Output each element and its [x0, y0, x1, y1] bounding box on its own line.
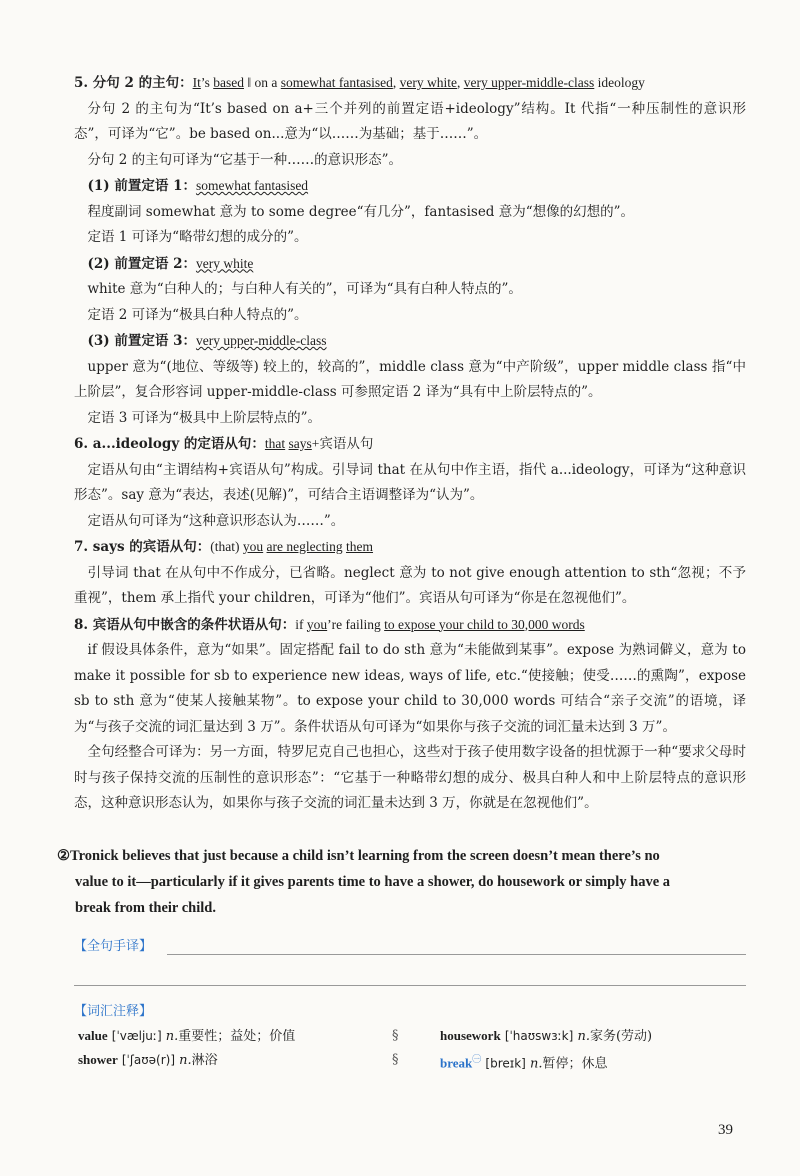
- paragraph: if 假设具体条件，意为“如果”。固定搭配 fail to do sth 意为“未能做到某事”。expose 为熟词僻义，意为 to make it possible for sb to experience new ideas, ways of life, etc.“使接触；使受……的熏陶”，expose sb to sth 意为“使某人接触某物”。to expose your child to 30,000 words 可结合“亲子交流”的语境，译为“与孩子交流的词汇量达到 3 万”。条件状语从句可译为“如果你与孩子交流的词汇量未达到 3 万”。: [74, 642, 746, 735]
- key-word-badge-icon: ㊀: [472, 1055, 482, 1065]
- vocab-label: 【词汇注释】: [74, 1004, 153, 1019]
- separator-icon: §: [392, 1052, 399, 1067]
- subheading-3: (3) 前置定语 3：very upper-middle-class: [87, 333, 327, 349]
- translation-area: [74, 935, 746, 963]
- vocab-notes: [74, 1000, 746, 1072]
- heading-7: 7. says 的宾语从句：(that) you are neglecting them: [74, 539, 374, 555]
- analysis-section: [74, 70, 746, 817]
- example-5: It’s based ‖ on a somewhat fantasised, very white, very upper-middle-class ideology: [192, 75, 645, 90]
- heading-6: 6. a...ideology 的定语从句：that says+宾语从句: [74, 436, 374, 452]
- example-6: that says+宾语从句: [264, 436, 374, 451]
- paragraph: 全句经整合可译为：另一方面，特罗尼克自己也担心，这些对于孩子使用数字设备的担忧源于一种“要求父母时时与孩子保持交流的压制性的意识形态”：“它基于一种略带幻想的成分、极具白种人和中上阶层特点的意识形态，这种意识形态认为，如果你与孩子交流的词汇量未达到 3 万，你就是在忽视他们”。: [74, 744, 746, 811]
- paragraph: 分句 2 的主句可译为“它基于一种……的意识形态”。: [87, 151, 402, 168]
- subheading-1: (1) 前置定语 1：somewhat fantasised: [87, 178, 309, 194]
- translation-label: 【全句手译】: [74, 939, 153, 954]
- writing-line[interactable]: [167, 954, 746, 955]
- paragraph: 定语 2 可译为“极具白种人特点的”。: [87, 306, 308, 323]
- separator-icon: §: [392, 1028, 399, 1043]
- vocab-entry: housework [ˈhaʊswɜːk] n.家务(劳动): [440, 1028, 653, 1044]
- vocab-entry: shower [ˈʃaʊə(r)] n.淋浴: [78, 1052, 218, 1068]
- vocab-row: [74, 1024, 746, 1048]
- sentence-line: break from their child.: [75, 900, 216, 916]
- writing-line[interactable]: [74, 985, 746, 986]
- paragraph: 定语从句可译为“这种意识形态认为……”。: [87, 512, 345, 529]
- vocab-row: [74, 1048, 746, 1072]
- paragraph: 程度副词 somewhat 意为 to some degree“有几分”，fantasised 意为“想像的幻想的”。: [87, 203, 635, 220]
- vocab-entry: break$^㊀$ [breɪk] n.暂停；休息: [440, 1055, 608, 1072]
- sentence-line: value to it—particularly if it gives parents time to have a shower, do housework or simply have a: [75, 874, 671, 890]
- subheading-2: (2) 前置定语 2：very white: [87, 255, 254, 272]
- paragraph: white 意为“白种人的；与白种人有关的”，可译为“具有白种人特点的”。: [87, 281, 522, 297]
- paragraph: upper 意为“(地位、等级等) 较上的，较高的”，middle class 意为“中产阶级”，upper middle class 指“中上阶层”，复合形容词 upper-middle-class 可参照定语 2 译为“具有中上阶层特点的”。: [74, 358, 746, 400]
- example-7: (that) you are neglecting them: [210, 539, 374, 554]
- sentence-2: [57, 843, 747, 921]
- page-number: 39: [718, 1122, 733, 1138]
- vocab-entry: value [ˈvæljuː] n.重要性；益处；价值: [78, 1028, 296, 1044]
- example-8: if you’re failing to expose your child to 30,000 words: [295, 616, 585, 632]
- paragraph: 定语从句由“主谓结构+宾语从句”构成。引导词 that 在从句中作主语，指代 a...ideology，可译为“这种意识形态”。say 意为“表达，表述(见解)”，可结合主语调整译为“认为”。: [74, 461, 746, 503]
- paragraph: 定语 3 可译为“极具中上阶层特点的”。: [87, 409, 321, 426]
- paragraph: 引导词 that 在从句中不作成分，已省略。neglect 意为 to not give enough attention to sth“忽视；不予重视”，them 承上指代 your children，可译为“他们”。宾语从句可译为“你是在忽视他们”。: [74, 564, 746, 606]
- paragraph: 定语 1 可译为“略带幻想的成分的”。: [87, 229, 308, 245]
- sentence-line: ②Tronick believes that just because a child isn’t learning from the screen doesn’t mean there’s no: [57, 848, 660, 864]
- paragraph: 分句 2 的主句为“It’s based on a+三个并列的前置定语+ideology”结构。It 代指“一种压制性的意识形态”，可译为“它”。be based on...意为“以……为基础；基于……”。: [74, 100, 746, 142]
- heading-8: 8. 宾语从句中嵌含的条件状语从句：if you’re failing to expose your child to 30,000 words: [74, 616, 585, 633]
- heading-5: 5. 分句 2 的主句：It’s based ‖ on a somewhat fantasised, very white, very upper-middle-class ideology: [74, 75, 645, 91]
